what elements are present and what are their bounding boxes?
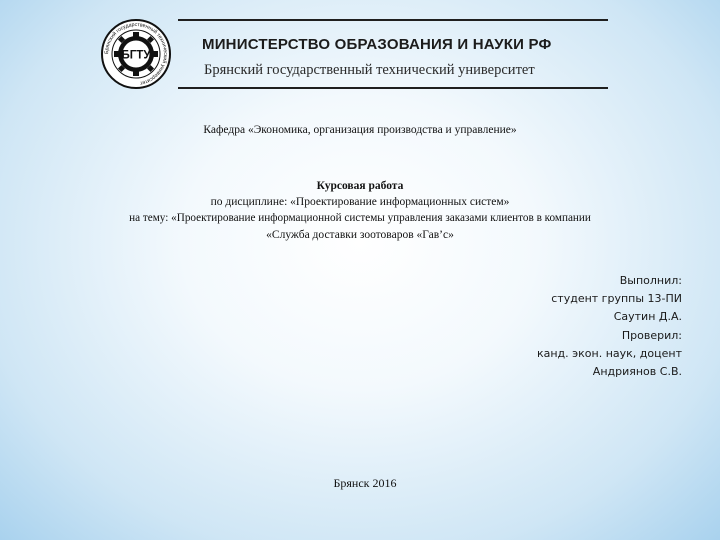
document-type: Курсовая работа xyxy=(316,180,404,192)
supervisor-name: Андриянов С.В. xyxy=(592,365,682,379)
university-header xyxy=(100,14,612,96)
topic-line-2: «Служба доставки зоотоваров «Гав’с» xyxy=(266,229,454,241)
logo-ring-text: Брянский государственный технический университет xyxy=(103,21,169,86)
city-year: Брянск 2016 xyxy=(333,476,397,490)
logo-abbreviation: БГТУ xyxy=(121,49,151,62)
performed-label: Выполнил: xyxy=(619,274,682,287)
student-group: студент группы 13-ПИ xyxy=(551,292,682,306)
header-bottom-rule xyxy=(178,87,608,89)
supervisor-title: канд. экон. наук, доцент xyxy=(536,346,682,360)
header-top-rule xyxy=(178,19,608,21)
signature-block xyxy=(537,272,682,381)
student-name: Саутин Д.А. xyxy=(613,310,682,324)
checked-label: Проверил: xyxy=(621,328,682,342)
discipline-line: по дисциплине: «Проектирование информационных систем» xyxy=(210,196,510,208)
ministry-title: МИНИСТЕРСТВО ОБРАЗОВАНИЯ И НАУКИ РФ xyxy=(202,36,552,53)
university-logo xyxy=(100,18,172,90)
university-name: Брянский государственный технический университет xyxy=(204,62,535,78)
topic-line-1: на тему: «Проектирование информационной системы управления заказами клиентов в компании xyxy=(129,212,591,224)
department-line: Кафедра «Экономика, организация производства и управление» xyxy=(203,124,517,136)
